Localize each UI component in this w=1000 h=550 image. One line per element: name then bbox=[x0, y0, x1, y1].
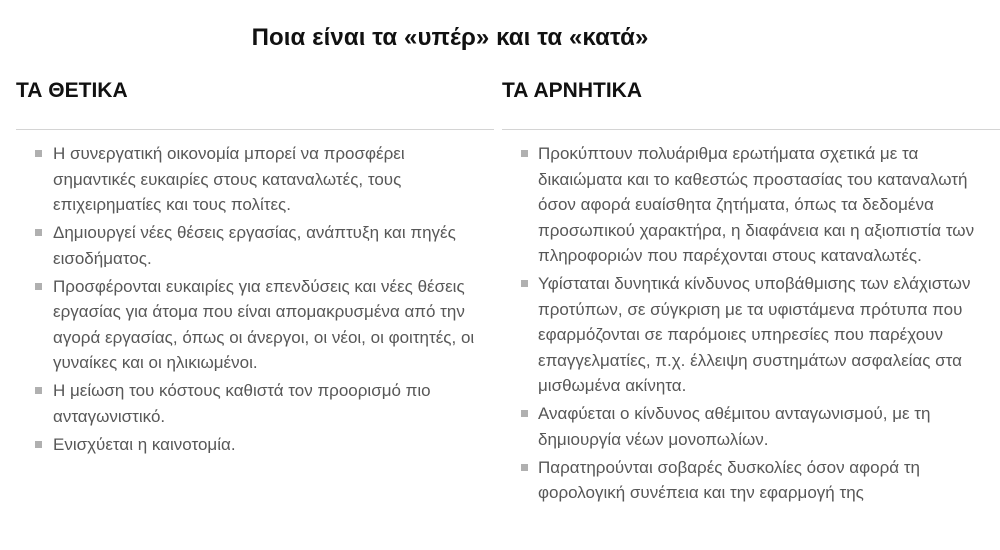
square-bullet-icon bbox=[35, 387, 42, 394]
square-bullet-icon bbox=[35, 150, 42, 157]
pros-list bbox=[16, 141, 494, 457]
square-bullet-icon bbox=[521, 280, 528, 287]
square-bullet-icon bbox=[521, 464, 528, 471]
pros-item-text: Η συνεργατική οικονομία μπορεί να προσφέρει σημαντικές ευκαιρίες στους καταναλωτές, τους επιχειρηματίες και τους πολίτες. bbox=[53, 144, 405, 214]
cons-list bbox=[502, 141, 1000, 506]
pros-list-item bbox=[16, 220, 494, 271]
pros-divider bbox=[16, 129, 494, 130]
cons-list-item bbox=[502, 401, 1000, 452]
pros-list-item bbox=[16, 274, 494, 376]
pros-column bbox=[16, 78, 494, 460]
cons-column bbox=[502, 78, 1000, 508]
square-bullet-icon bbox=[35, 441, 42, 448]
cons-item-text: Προκύπτουν πολυάριθμα ερωτήματα σχετικά με τα δικαιώματα και το καθεστώς προστασίας του καταναλωτή όσον αφορά ευαίσθητα ζητήματα, όπως τα δεδομένα προσωπικού χαρακτήρα, η διαφάνεια και η αξιοπιστία των πληροφοριών που παρέχονται στους καταναλωτές. bbox=[538, 144, 975, 265]
pros-list-item bbox=[16, 141, 494, 218]
pros-item-text: Η μείωση του κόστους καθιστά τον προορισμό πιο ανταγωνιστικό. bbox=[53, 381, 431, 426]
cons-heading: ΤΑ ΑΡΝΗΤΙΚΑ bbox=[502, 79, 642, 102]
square-bullet-icon bbox=[35, 283, 42, 290]
square-bullet-icon bbox=[521, 410, 528, 417]
cons-item-text: Αναφύεται ο κίνδυνος αθέμιτου ανταγωνισμού, με τη δημιουργία νέων μονοπωλίων. bbox=[538, 404, 931, 449]
pros-list-item bbox=[16, 378, 494, 429]
cons-list-item bbox=[502, 141, 1000, 269]
cons-item-text: Παρατηρούνται σοβαρές δυσκολίες όσον αφορά τη φορολογική συνέπεια και την εφαρμογή της bbox=[538, 457, 920, 502]
page-title: Ποια είναι τα «υπέρ» και τα «κατά» bbox=[251, 24, 649, 51]
cons-divider bbox=[502, 129, 1000, 130]
cons-list-item bbox=[502, 455, 1000, 506]
pros-heading: ΤΑ ΘΕΤΙΚΑ bbox=[16, 79, 128, 102]
square-bullet-icon bbox=[521, 150, 528, 157]
cons-item-text: Υφίσταται δυνητικά κίνδυνος υποβάθμισης των ελάχιστων προτύπων, σε σύγκριση με τα υφιστάμενα πρότυπα που εφαρμόζονται σε παρόμοιες υπηρεσίες που παρέχουν επαγγελματίες, π.χ. έλλειψη συστημάτων ασφαλείας στα μισθωμένα ακίνητα. bbox=[538, 274, 971, 395]
pros-item-text: Προσφέρονται ευκαιρίες για επενδύσεις και νέες θέσεις εργασίας για άτομα που είναι απομακρυσμένα από την αγορά εργασίας, όπως οι άνεργοι, οι νέοι, οι φοιτητές, οι γυναίκες και οι ηλικιωμένοι. bbox=[53, 276, 475, 372]
cons-list-item bbox=[502, 271, 1000, 399]
square-bullet-icon bbox=[35, 229, 42, 236]
pros-item-text: Ενισχύεται η καινοτομία. bbox=[53, 434, 236, 454]
pros-list-item bbox=[16, 432, 494, 458]
pros-item-text: Δημιουργεί νέες θέσεις εργασίας, ανάπτυξη και πηγές εισοδήματος. bbox=[53, 223, 456, 268]
